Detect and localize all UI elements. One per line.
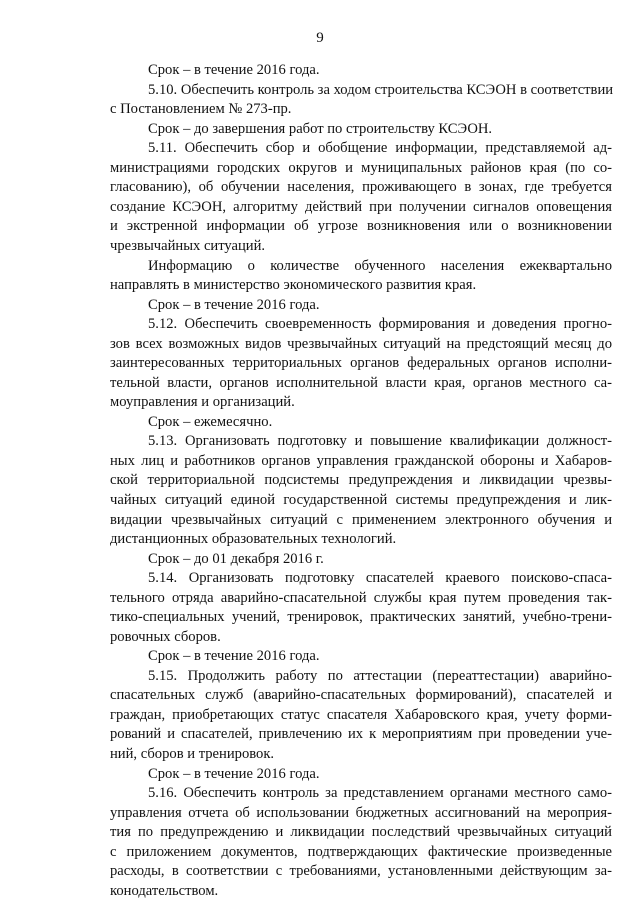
text-line: 5.10. Обеспечить контроль за ходом строительства КСЭОН в соответствии [148, 82, 614, 98]
text-line: Срок – в течение 2016 года. [148, 766, 320, 782]
text-line: 5.15. Продолжить работу по аттестации (переаттестации) аварийно- [148, 668, 612, 684]
text-line: рований и спасателей, привлечению их к мероприятиям при проведении уче- [110, 726, 612, 742]
text-line: с приложением документов, подтверждающих фактические произведенные [110, 844, 612, 860]
text-line: чайных ситуаций единой государственной системы предупреждения и лик- [110, 492, 612, 508]
text-line: ской территориальной подсистемы предупреждения и ликвидации чрезвы- [110, 472, 612, 488]
text-line: Информацию о количестве обученного населения ежеквартально [148, 258, 612, 274]
text-line: 5.12. Обеспечить своевременность формирования и доведения прогно- [148, 316, 612, 332]
text-line: и экстренной информации об угрозе возникновения или о возникновении [110, 218, 612, 234]
text-line: 5.13. Организовать подготовку и повышение квалификации должност- [148, 433, 612, 449]
text-line: Срок – до завершения работ по строительству КСЭОН. [148, 121, 493, 137]
text-line: тельного отряда аварийно-спасательной службы края путем проведения так- [110, 590, 612, 606]
text-line: заинтересованных территориальных органов федеральных органов исполни- [110, 355, 612, 371]
text-line: тельной власти, органов исполнительной власти края, органов местного са- [110, 375, 612, 391]
text-line: создание КСЭОН, алгоритму действий при получении сигналов оповещения [110, 199, 612, 215]
text-line: с Постановлением № 273-пр. [110, 101, 292, 117]
text-line: тико-специальных учений, тренировок, практических занятий, учебно-трени- [110, 609, 612, 625]
text-line: Срок – ежемесячно. [148, 414, 273, 430]
text-line: Срок – до 01 декабря 2016 г. [148, 551, 324, 567]
text-line: 5.11. Обеспечить сбор и обобщение информации, представляемой ад- [148, 140, 612, 156]
text-line: расходы, в соответствии с требованиями, установленными действующим за- [110, 863, 612, 879]
text-line: ровочных сборов. [110, 629, 221, 645]
text-line: дистанционных образовательных технологий. [110, 531, 397, 547]
text-line: Срок – в течение 2016 года. [148, 297, 320, 313]
page-number: 9 [316, 30, 324, 46]
text-line: видации чрезвычайных ситуаций с применением электронного обучения и [110, 512, 612, 528]
text-line: направлять в министерство экономического развития края. [110, 277, 477, 293]
text-line: граждан, приобретающих статус спасателя Хабаровского края, учету форми- [110, 707, 612, 723]
text-line: моуправления и организаций. [110, 394, 295, 410]
text-line: чрезвычайных ситуаций. [110, 238, 266, 254]
text-line: 5.14. Организовать подготовку спасателей краевого поисково-спаса- [148, 570, 612, 586]
text-line: министрациями городских округов и муниципальных районов края (по со- [110, 160, 612, 176]
text-line: 5.16. Обеспечить контроль за представлением органами местного само- [148, 785, 612, 801]
text-line: Срок – в течение 2016 года. [148, 62, 320, 78]
text-line: ных лиц и работников органов управления гражданской обороны и Хабаров- [110, 453, 612, 469]
text-line: ний, сборов и тренировок. [110, 746, 275, 762]
text-line: зов всех возможных видов чрезвычайных ситуаций на предстоящий месяц до [110, 336, 612, 352]
text-line: тия по предупреждению и ликвидации последствий чрезвычайных ситуаций [110, 824, 612, 840]
text-line: Срок – в течение 2016 года. [148, 648, 320, 664]
text-line: гласованию), об обучении населения, проживающего в зонах, где требуется [110, 179, 612, 195]
text-line: управления отчета об использовании бюджетных ассигнований на мероприя- [110, 805, 612, 821]
text-line: спасательных служб (аварийно-спасательных формирований), спасателей и [110, 687, 612, 703]
text-line: конодательством. [110, 883, 219, 899]
